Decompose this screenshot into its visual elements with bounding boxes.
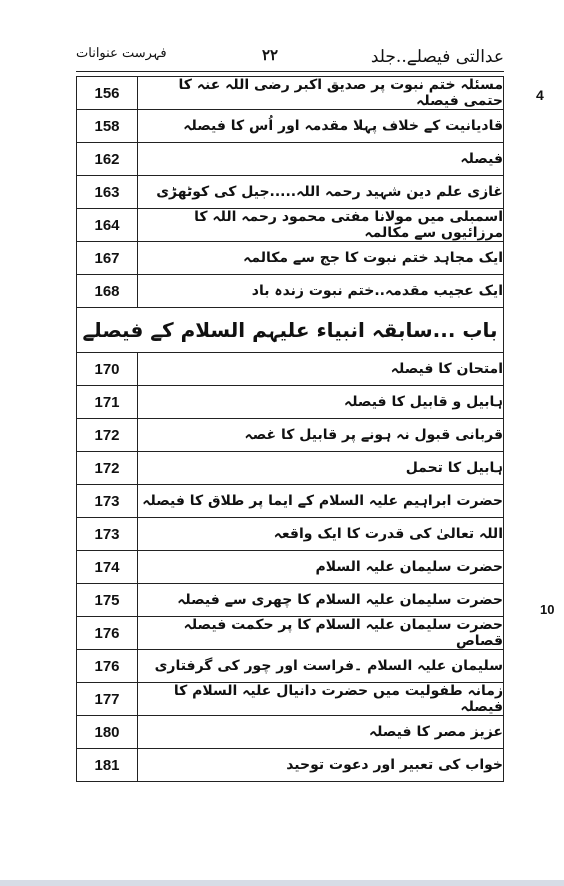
table-row[interactable] — [77, 683, 504, 716]
entry-title: امتحان کا فیصلہ — [138, 353, 504, 386]
page-number: 180 — [77, 716, 138, 749]
page-number: 173 — [77, 518, 138, 551]
page-number: 181 — [77, 749, 138, 782]
entry-title: ایک مجاہد ختم نبوت کا جج سے مکالمہ — [138, 242, 504, 275]
table-row[interactable] — [77, 551, 504, 584]
table-row[interactable] — [77, 242, 504, 275]
page-number: 167 — [77, 242, 138, 275]
page-number: 174 — [77, 551, 138, 584]
header-book-title: عدالتی فیصلے..جلد — [370, 47, 504, 67]
table-row[interactable] — [77, 485, 504, 518]
entry-title: سلیمان علیہ السلام ۔فراست اور چور کی گرفتاری — [138, 650, 504, 683]
page-header — [76, 42, 504, 70]
table-row[interactable] — [77, 518, 504, 551]
page-number: 158 — [77, 110, 138, 143]
table-row[interactable] — [77, 110, 504, 143]
table-row[interactable] — [77, 209, 504, 242]
table-row[interactable] — [77, 353, 504, 386]
entry-title: زمانہ طفولیت میں حضرت دانیال علیہ السلام کا فیصلہ — [138, 683, 504, 716]
entry-title: اسمبلی میں مولانا مفتی محمود رحمہ اللہ کا مرزائیوں سے مکالمہ — [138, 209, 504, 242]
entry-title: خواب کی تعبیر اور دعوت توحید — [138, 749, 504, 782]
entry-title: ایک عجیب مقدمہ..ختم نبوت زندہ باد — [138, 275, 504, 308]
page-number: 162 — [77, 143, 138, 176]
table-row[interactable] — [77, 386, 504, 419]
page-number: 177 — [77, 683, 138, 716]
entry-title: حضرت ابراہیم علیہ السلام کے ایما پر طلاق کا فیصلہ — [138, 485, 504, 518]
margin-number: 10 — [540, 602, 555, 617]
entry-title: حضرت سلیمان علیہ السلام کا پر حکمت فیصلہ قصاص — [138, 617, 504, 650]
table-row[interactable] — [77, 176, 504, 209]
table-row[interactable] — [77, 419, 504, 452]
contents-table — [76, 76, 504, 782]
chapter-heading-row — [77, 308, 504, 353]
table-row[interactable] — [77, 716, 504, 749]
page-number: 156 — [77, 77, 138, 110]
bottom-edge-bar — [0, 880, 564, 886]
table-row[interactable] — [77, 275, 504, 308]
entry-title: حضرت سلیمان علیہ السلام کا چھری سے فیصلہ — [138, 584, 504, 617]
page-number: 176 — [77, 617, 138, 650]
entry-title: حضرت سلیمان علیہ السلام — [138, 551, 504, 584]
entry-title: فیصلہ — [138, 143, 504, 176]
table-row[interactable] — [77, 617, 504, 650]
header-section-title: فہرست عنوانات — [76, 46, 167, 61]
page-number: 164 — [77, 209, 138, 242]
entry-title: قادیانیت کے خلاف پہلا مقدمہ اور اُس کا فیصلہ — [138, 110, 504, 143]
chapter-heading: باب ...سابقہ انبیاء علیہم السلام کے فیصلے — [77, 308, 504, 353]
page-number: 170 — [77, 353, 138, 386]
header-page-number: ۲۲ — [262, 46, 279, 64]
page-number: 168 — [77, 275, 138, 308]
header-rule — [76, 71, 504, 72]
table-row[interactable] — [77, 143, 504, 176]
table-row[interactable] — [77, 452, 504, 485]
table-row[interactable] — [77, 650, 504, 683]
entry-title: ہابیل و قابیل کا فیصلہ — [138, 386, 504, 419]
entry-title: غازی علم دین شہید رحمہ اللہ.....جیل کی کوٹھڑی — [138, 176, 504, 209]
table-row[interactable] — [77, 584, 504, 617]
page-number: 173 — [77, 485, 138, 518]
page-number: 175 — [77, 584, 138, 617]
page-number: 172 — [77, 419, 138, 452]
table-row[interactable] — [77, 77, 504, 110]
page-number: 171 — [77, 386, 138, 419]
entry-title: مسئلہ ختم نبوت پر صدیق اکبر رضی اللہ عنہ کا حتمی فیصلہ — [138, 77, 504, 110]
entry-title: ہابیل کا تحمل — [138, 452, 504, 485]
entry-title: عزیز مصر کا فیصلہ — [138, 716, 504, 749]
page-number: 172 — [77, 452, 138, 485]
table-row[interactable] — [77, 749, 504, 782]
page-number: 163 — [77, 176, 138, 209]
page-number: 176 — [77, 650, 138, 683]
entry-title: اللہ تعالیٰ کی قدرت کا ایک واقعہ — [138, 518, 504, 551]
entry-title: قربانی قبول نہ ہونے پر قابیل کا غصہ — [138, 419, 504, 452]
margin-number: 4 — [536, 87, 544, 103]
